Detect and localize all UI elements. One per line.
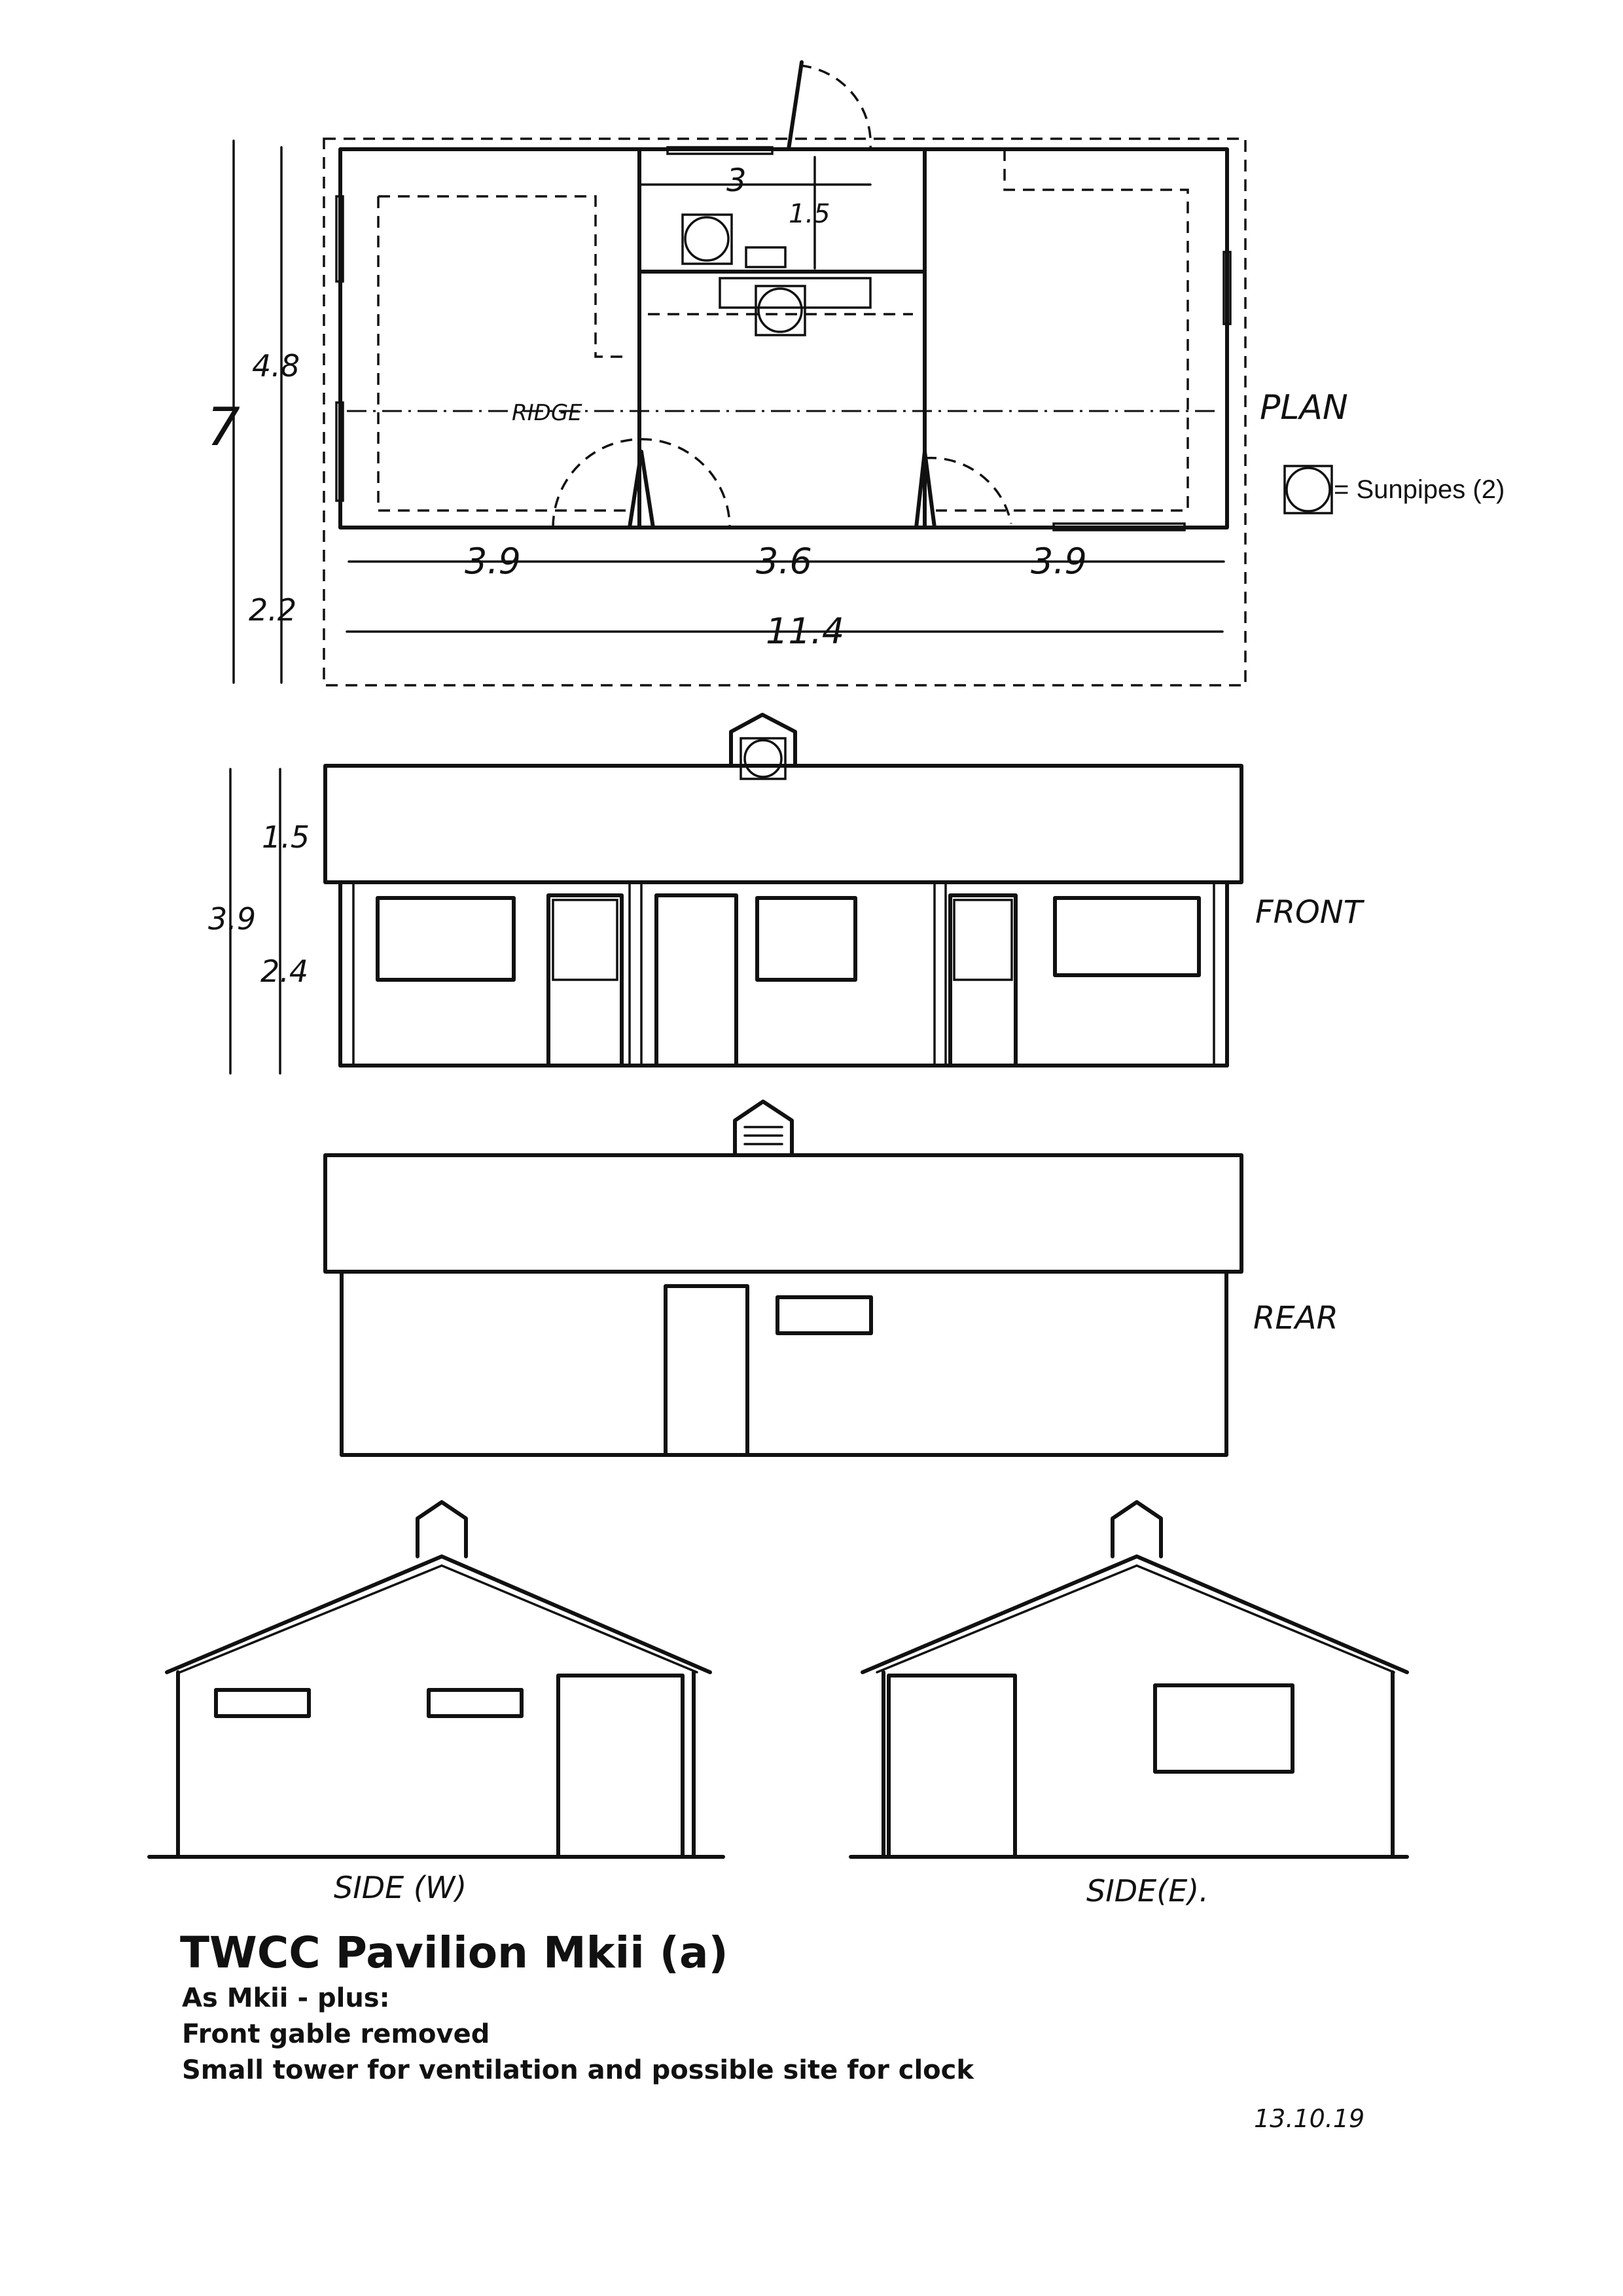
tower-sunpipe-icon <box>745 740 781 777</box>
plan-dim-room-right-label: 3.9 <box>1031 541 1087 582</box>
sunpipe-legend <box>1285 466 1332 513</box>
side-w-elevation <box>149 1502 723 1905</box>
drawing-title: TWCC Pavilion Mkii (a) <box>180 1928 728 1978</box>
sunpipe-frame <box>683 215 732 264</box>
plan-dim-depth-lower-label: 2.2 <box>249 592 297 628</box>
side-e-tower <box>1113 1502 1161 1556</box>
rear-label: REAR <box>1253 1300 1338 1336</box>
rear-tower <box>735 1102 792 1155</box>
side-e-elevation <box>851 1502 1407 1909</box>
front-roof <box>325 766 1241 882</box>
note-line-1: As Mkii - plus: <box>182 1983 390 2013</box>
front-door <box>656 895 736 1066</box>
front-dim-total-height-label: 3.9 <box>208 901 257 937</box>
note-line-2: Front gable removed <box>182 2019 490 2049</box>
front-dim-wall-height-label: 2.4 <box>260 954 309 989</box>
plan-door-swing-2 <box>925 458 1011 524</box>
drawing-date: 13.10.19 <box>1254 2104 1365 2133</box>
side-w-roof <box>167 1556 710 1672</box>
sunpipe-icon <box>685 217 728 260</box>
legend-label: = Sunpipes (2) <box>1334 475 1505 504</box>
plan-fixture <box>720 278 870 308</box>
plan-ridge-label: RIDGE <box>512 400 582 426</box>
side-e-window <box>1155 1685 1293 1772</box>
plan-fixture <box>746 247 785 267</box>
plan-room-right-dashed <box>936 149 1188 511</box>
side-e-door <box>889 1676 1015 1857</box>
sunpipe-icon <box>758 289 802 332</box>
front-door-glazing <box>553 900 617 980</box>
plan-view <box>207 62 1348 685</box>
plan-entry-swing <box>800 65 870 149</box>
front-elevation <box>208 715 1365 1073</box>
plan-dim-total-depth-label: 7 <box>207 397 240 457</box>
side-e-label: SIDE(E). <box>1086 1873 1209 1909</box>
side-w-label: SIDE (W) <box>334 1870 467 1905</box>
plan-dim-lobby-width-label: 3 <box>726 162 747 199</box>
rear-roof <box>325 1155 1241 1272</box>
side-w-window <box>429 1690 522 1716</box>
legend-sunpipe-icon <box>1287 468 1330 511</box>
side-e-roof <box>863 1556 1407 1672</box>
plan-entry-door <box>789 62 802 149</box>
plan-dim-lobby-depth-label: 1.5 <box>789 199 830 229</box>
side-e-eave <box>877 1566 1394 1672</box>
side-w-door <box>558 1676 683 1857</box>
side-w-tower <box>418 1502 466 1556</box>
plan-room-left-dashed <box>378 196 628 511</box>
plan-building-outline <box>340 149 1227 528</box>
front-window <box>757 898 855 980</box>
legend-frame <box>1285 466 1332 513</box>
rear-window <box>777 1297 871 1333</box>
plan-dim-room-middle-label: 3.6 <box>756 541 812 582</box>
plan-dim-depth-upper-label: 4.8 <box>252 348 300 384</box>
front-label: FRONT <box>1255 894 1363 931</box>
sunpipe-frame <box>741 738 785 779</box>
side-w-window <box>216 1690 309 1716</box>
front-door-glazing <box>954 900 1012 980</box>
plan-dim-room-left-label: 3.9 <box>465 541 521 582</box>
rear-door <box>666 1286 747 1455</box>
front-dim-roof-height-label: 1.5 <box>262 819 310 855</box>
plan-label: PLAN <box>1260 388 1348 427</box>
front-window <box>378 898 514 980</box>
side-w-eave <box>180 1566 697 1672</box>
note-line-3: Small tower for ventilation and possible site for clock <box>182 2055 974 2085</box>
plan-dim-total-width-label: 11.4 <box>766 611 845 652</box>
sunpipe-frame <box>756 286 805 335</box>
front-window <box>1055 898 1199 975</box>
rear-elevation <box>325 1102 1338 1455</box>
